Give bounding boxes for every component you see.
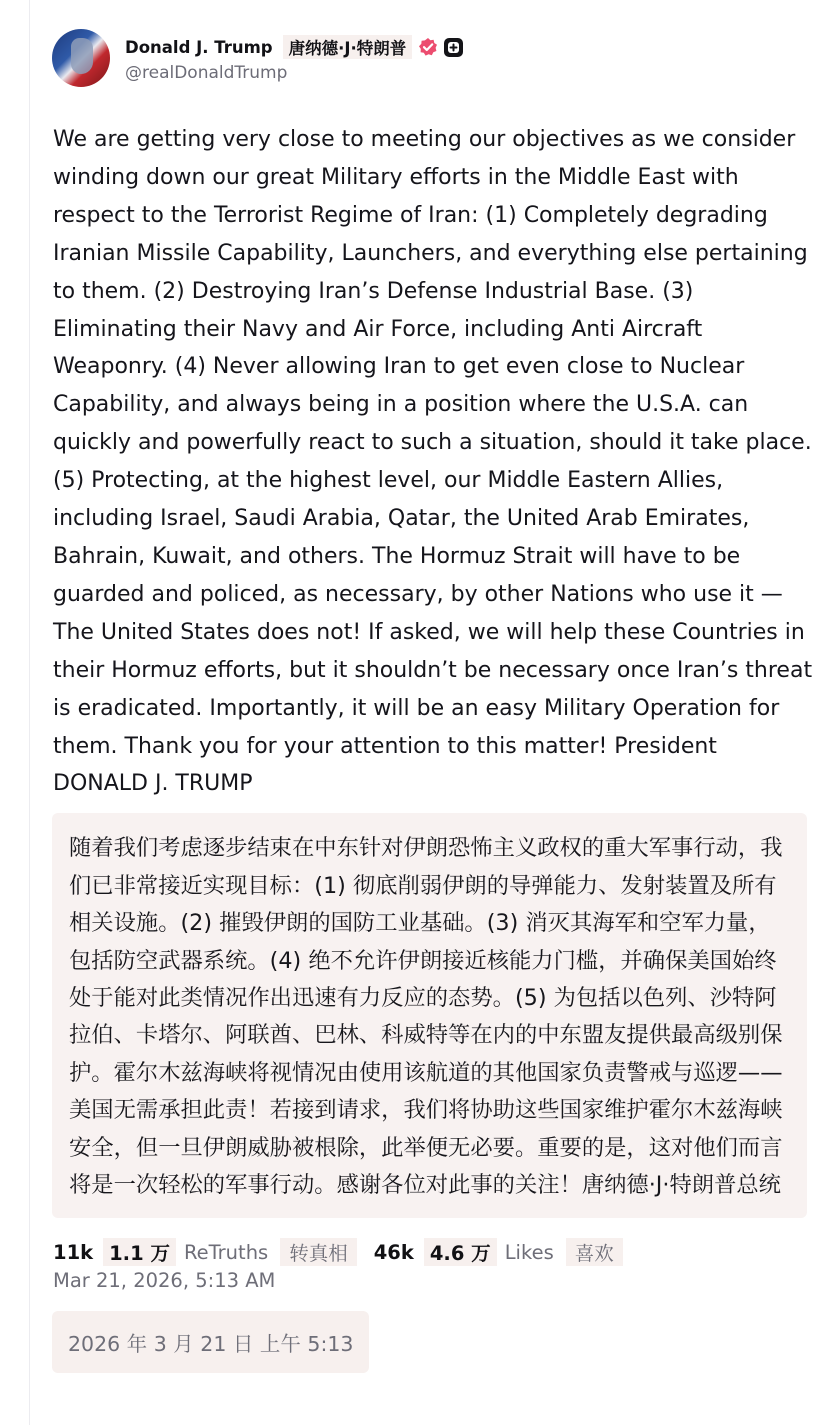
likes-count-translation: 4.6 万 [424,1238,497,1266]
display-name-translation: 唐纳德·J·特朗普 [283,35,413,59]
author-handle[interactable]: @realDonaldTrump [125,63,288,83]
retruths-count[interactable]: 11k [53,1240,94,1264]
avatar-portrait-icon [71,38,93,74]
retruths-label[interactable]: ReTruths [183,1240,269,1264]
display-name[interactable]: Donald J. Trump [125,37,273,57]
avatar[interactable] [52,29,110,87]
likes-label[interactable]: Likes [504,1240,554,1264]
truth-post [53,29,813,1373]
post-timestamp[interactable]: Mar 21, 2026, 5:13 AM [53,1269,276,1293]
post-header [53,29,813,93]
retruths-count-translation: 1.1 万 [103,1238,176,1266]
post-translation: 随着我们考虑逐步结束在中东针对伊朗恐怖主义政权的重大军事行动，我们已非常接近实现目标：(1) 彻底削弱伊朗的导弹能力、发射装置及所有相关设施。(2) 摧毁伊朗的国防工业基础。(3) 消灭其海军和空军力量，包括防空武器系统。(4) 绝不允许伊朗接近核能力门槛，并确保美国始终处于能对此类情况作出迅速有力反应的态势。(5) 为包括以色列、沙特阿拉伯、卡塔尔、阿联酋、巴林、科威特等在内的中东盟友提供最高级别保护。霍尔木兹海峡将视情况由使用该航道的其他国家负责警戒与巡逻——美国无需承担此责！若接到请求，我们将协助这些国家维护霍尔木兹海峡安全，但一旦伊朗威胁被根除，此举便无必要。重要的是，这对他们而言将是一次轻松的军事行动。感谢各位对此事的关注！唐纳德·J·特朗普总统 [52,813,807,1218]
post-stats [53,1237,813,1267]
plus-badge-icon [444,38,463,57]
verified-badge-icon [418,37,438,57]
post-timestamp-translation: 2026 年 3 月 21 日 上午 5:13 [52,1311,369,1373]
post-body: We are getting very close to meeting our objectives as we consider winding down our great Military efforts in the Middle East with respect to the Terrorist Regime of Iran: (1) Completely degrading Iranian Missile Capability, Launchers, and everything else pertaining to them. (2) Destroying Iran’s Defense Industrial Base. (3) Eliminating their Navy and Air Force, including Anti Aircraft Weaponry. (4) Never allowing Iran to get even close to Nuclear Capability, and always being in a position where the U.S.A. can quickly and powerfully react to such a situation, should it take place. (5) Protecting, at the highest level, our Middle Eastern Allies, including Israel, Saudi Arabia, Qatar, the United Arab Emirates, Bahrain, Kuwait, and others. The Hormuz Strait will have to be guarded and policed, as necessary, by other Nations who use it — The United States does not! If asked, we will help these Countries in their Hormuz efforts, but it shouldn’t be necessary once Iran’s threat is eradicated. Importantly, it will be an easy Military Operation for them. Thank you for your attention to this matter! President DONALD J. TRUMP [53,127,813,797]
author-info [125,36,463,83]
name-row [125,36,463,58]
likes-label-translation: 喜欢 [566,1238,623,1266]
retruths-label-translation: 转真相 [280,1238,357,1266]
left-divider [29,0,30,1425]
likes-count[interactable]: 46k [373,1240,414,1264]
